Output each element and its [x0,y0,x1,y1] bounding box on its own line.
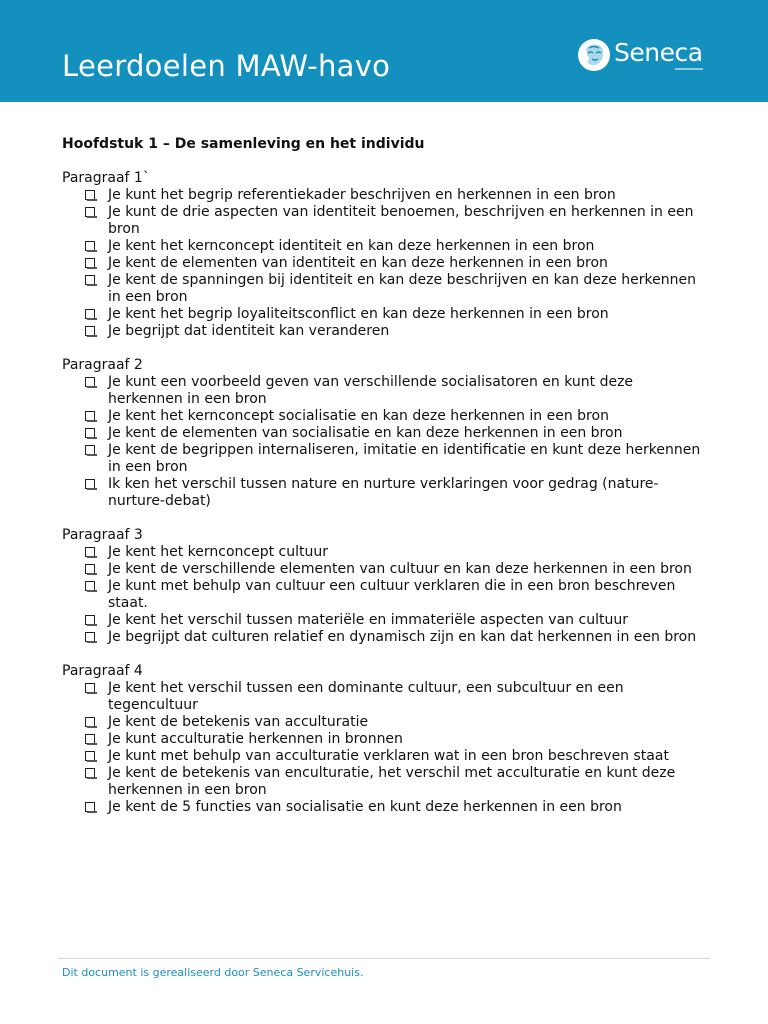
footer-text: Dit document is gerealiseerd door Seneca Servicehuis. [62,966,364,979]
checkbox-icon[interactable] [85,564,95,574]
learning-goal-item [62,187,712,204]
checkbox-icon[interactable] [85,768,95,778]
checkbox-icon[interactable] [85,207,95,217]
document-title: Leerdoelen MAW-havo [62,49,391,83]
goal-text: Ik ken het verschil tussen nature en nurture verklaringen voor gedrag (nature-nurture-debat) [108,476,659,509]
checkbox-icon[interactable] [85,547,95,557]
checkbox-icon[interactable] [85,615,95,625]
checkbox-icon[interactable] [85,479,95,489]
goal-text: Je kent de elementen van socialisatie en kan deze herkennen in een bron [108,425,623,441]
goal-text: Je begrijpt dat culturen relatief en dynamisch zijn en kan dat herkennen in een bron [108,629,697,645]
paragraph-section [62,357,712,510]
footer-divider [58,958,710,959]
learning-goal-item [62,612,712,629]
checkbox-icon[interactable] [85,377,95,387]
checkbox-icon[interactable] [85,751,95,761]
goal-text: Je kent de verschillende elementen van cultuur en kan deze herkennen in een bron [108,561,692,577]
checkbox-icon[interactable] [85,428,95,438]
learning-goal-item [62,731,712,748]
learning-goal-item [62,544,712,561]
learning-goal-item [62,323,712,340]
goal-text: Je kent het kernconcept socialisatie en kan deze herkennen in een bron [108,408,609,424]
learning-goal-item [62,476,712,510]
chapter-title: Hoofdstuk 1 – De samenleving en het individu [62,136,425,152]
learning-goal-item [62,442,712,476]
paragraph-section [62,527,712,646]
goal-text: Je kunt met behulp van acculturatie verklaren wat in een bron beschreven staat [108,748,669,764]
goal-text: Je begrijpt dat identiteit kan veranderen [108,323,390,339]
goal-text: Je kunt het begrip referentiekader beschrijven en herkennen in een bron [108,187,616,203]
checkbox-icon[interactable] [85,734,95,744]
checkbox-icon[interactable] [85,683,95,693]
learning-goal-item [62,425,712,442]
paragraph-section [62,170,712,340]
checkbox-icon[interactable] [85,445,95,455]
sections-container [62,170,712,816]
goal-text: Je kent het kernconcept identiteit en kan deze herkennen in een bron [108,238,595,254]
goal-text: Je kent het kernconcept cultuur [108,544,328,560]
goal-text: Je kent de spanningen bij identiteit en kan deze beschrijven en kan deze herkennen in een bron [108,272,696,305]
logo-tagline [675,68,703,70]
goal-list [62,544,712,646]
goal-text: Je kent het begrip loyaliteitsconflict en kan deze herkennen in een bron [108,306,609,322]
section-heading: Paragraaf 4 [62,663,143,679]
learning-goal-item [62,408,712,425]
checkbox-icon[interactable] [85,309,95,319]
goal-text: Je kent het verschil tussen materiële en immateriële aspecten van cultuur [108,612,628,628]
checkbox-icon[interactable] [85,717,95,727]
learning-goal-item [62,255,712,272]
learning-goal-item [62,680,712,714]
learning-goal-item [62,306,712,323]
checkbox-icon[interactable] [85,411,95,421]
goal-text: Je kent de elementen van identiteit en kan deze herkennen in een bron [108,255,608,271]
learning-goal-item [62,272,712,306]
learning-goal-item [62,799,712,816]
learning-goal-item [62,748,712,765]
checkbox-icon[interactable] [85,326,95,336]
paragraph-section [62,663,712,816]
learning-goal-item [62,374,712,408]
goal-list [62,680,712,816]
goal-list [62,374,712,510]
section-heading: Paragraaf 2 [62,357,143,373]
seneca-face-logo-icon [576,37,612,73]
checkbox-icon[interactable] [85,802,95,812]
document-body [62,136,712,833]
goal-text: Je kunt een voorbeeld geven van verschillende socialisatoren en kunt deze herkennen in een bron [108,374,634,407]
goal-text: Je kunt acculturatie herkennen in bronnen [108,731,403,747]
seneca-logo [576,37,703,77]
goal-text: Je kunt de drie aspecten van identiteit benoemen, beschrijven en herkennen in een bron [108,204,694,237]
learning-goal-item [62,561,712,578]
checkbox-icon[interactable] [85,581,95,591]
page-header [0,0,768,102]
checkbox-icon[interactable] [85,632,95,642]
learning-goal-item [62,765,712,799]
goal-text: Je kent de betekenis van enculturatie, het verschil met acculturatie en kunt deze herkennen in een bron [108,765,676,798]
goal-text: Je kent de begrippen internaliseren, imitatie en identificatie en kunt deze herkennen in een bron [108,442,701,475]
learning-goal-item [62,204,712,238]
goal-text: Je kent de betekenis van acculturatie [108,714,369,730]
learning-goal-item [62,578,712,612]
logo-text: Seneca [614,38,703,67]
learning-goal-item [62,238,712,255]
checkbox-icon[interactable] [85,190,95,200]
checkbox-icon[interactable] [85,275,95,285]
learning-goal-item [62,629,712,646]
goal-text: Je kent de 5 functies van socialisatie en kunt deze herkennen in een bron [108,799,622,815]
learning-goal-item [62,714,712,731]
goal-text: Je kunt met behulp van cultuur een cultuur verklaren die in een bron beschreven staat. [108,578,676,611]
goal-list [62,187,712,340]
section-heading: Paragraaf 3 [62,527,143,543]
checkbox-icon[interactable] [85,241,95,251]
goal-text: Je kent het verschil tussen een dominante cultuur, een subcultuur en een tegencultuur [108,680,624,713]
checkbox-icon[interactable] [85,258,95,268]
section-heading: Paragraaf 1` [62,170,150,186]
